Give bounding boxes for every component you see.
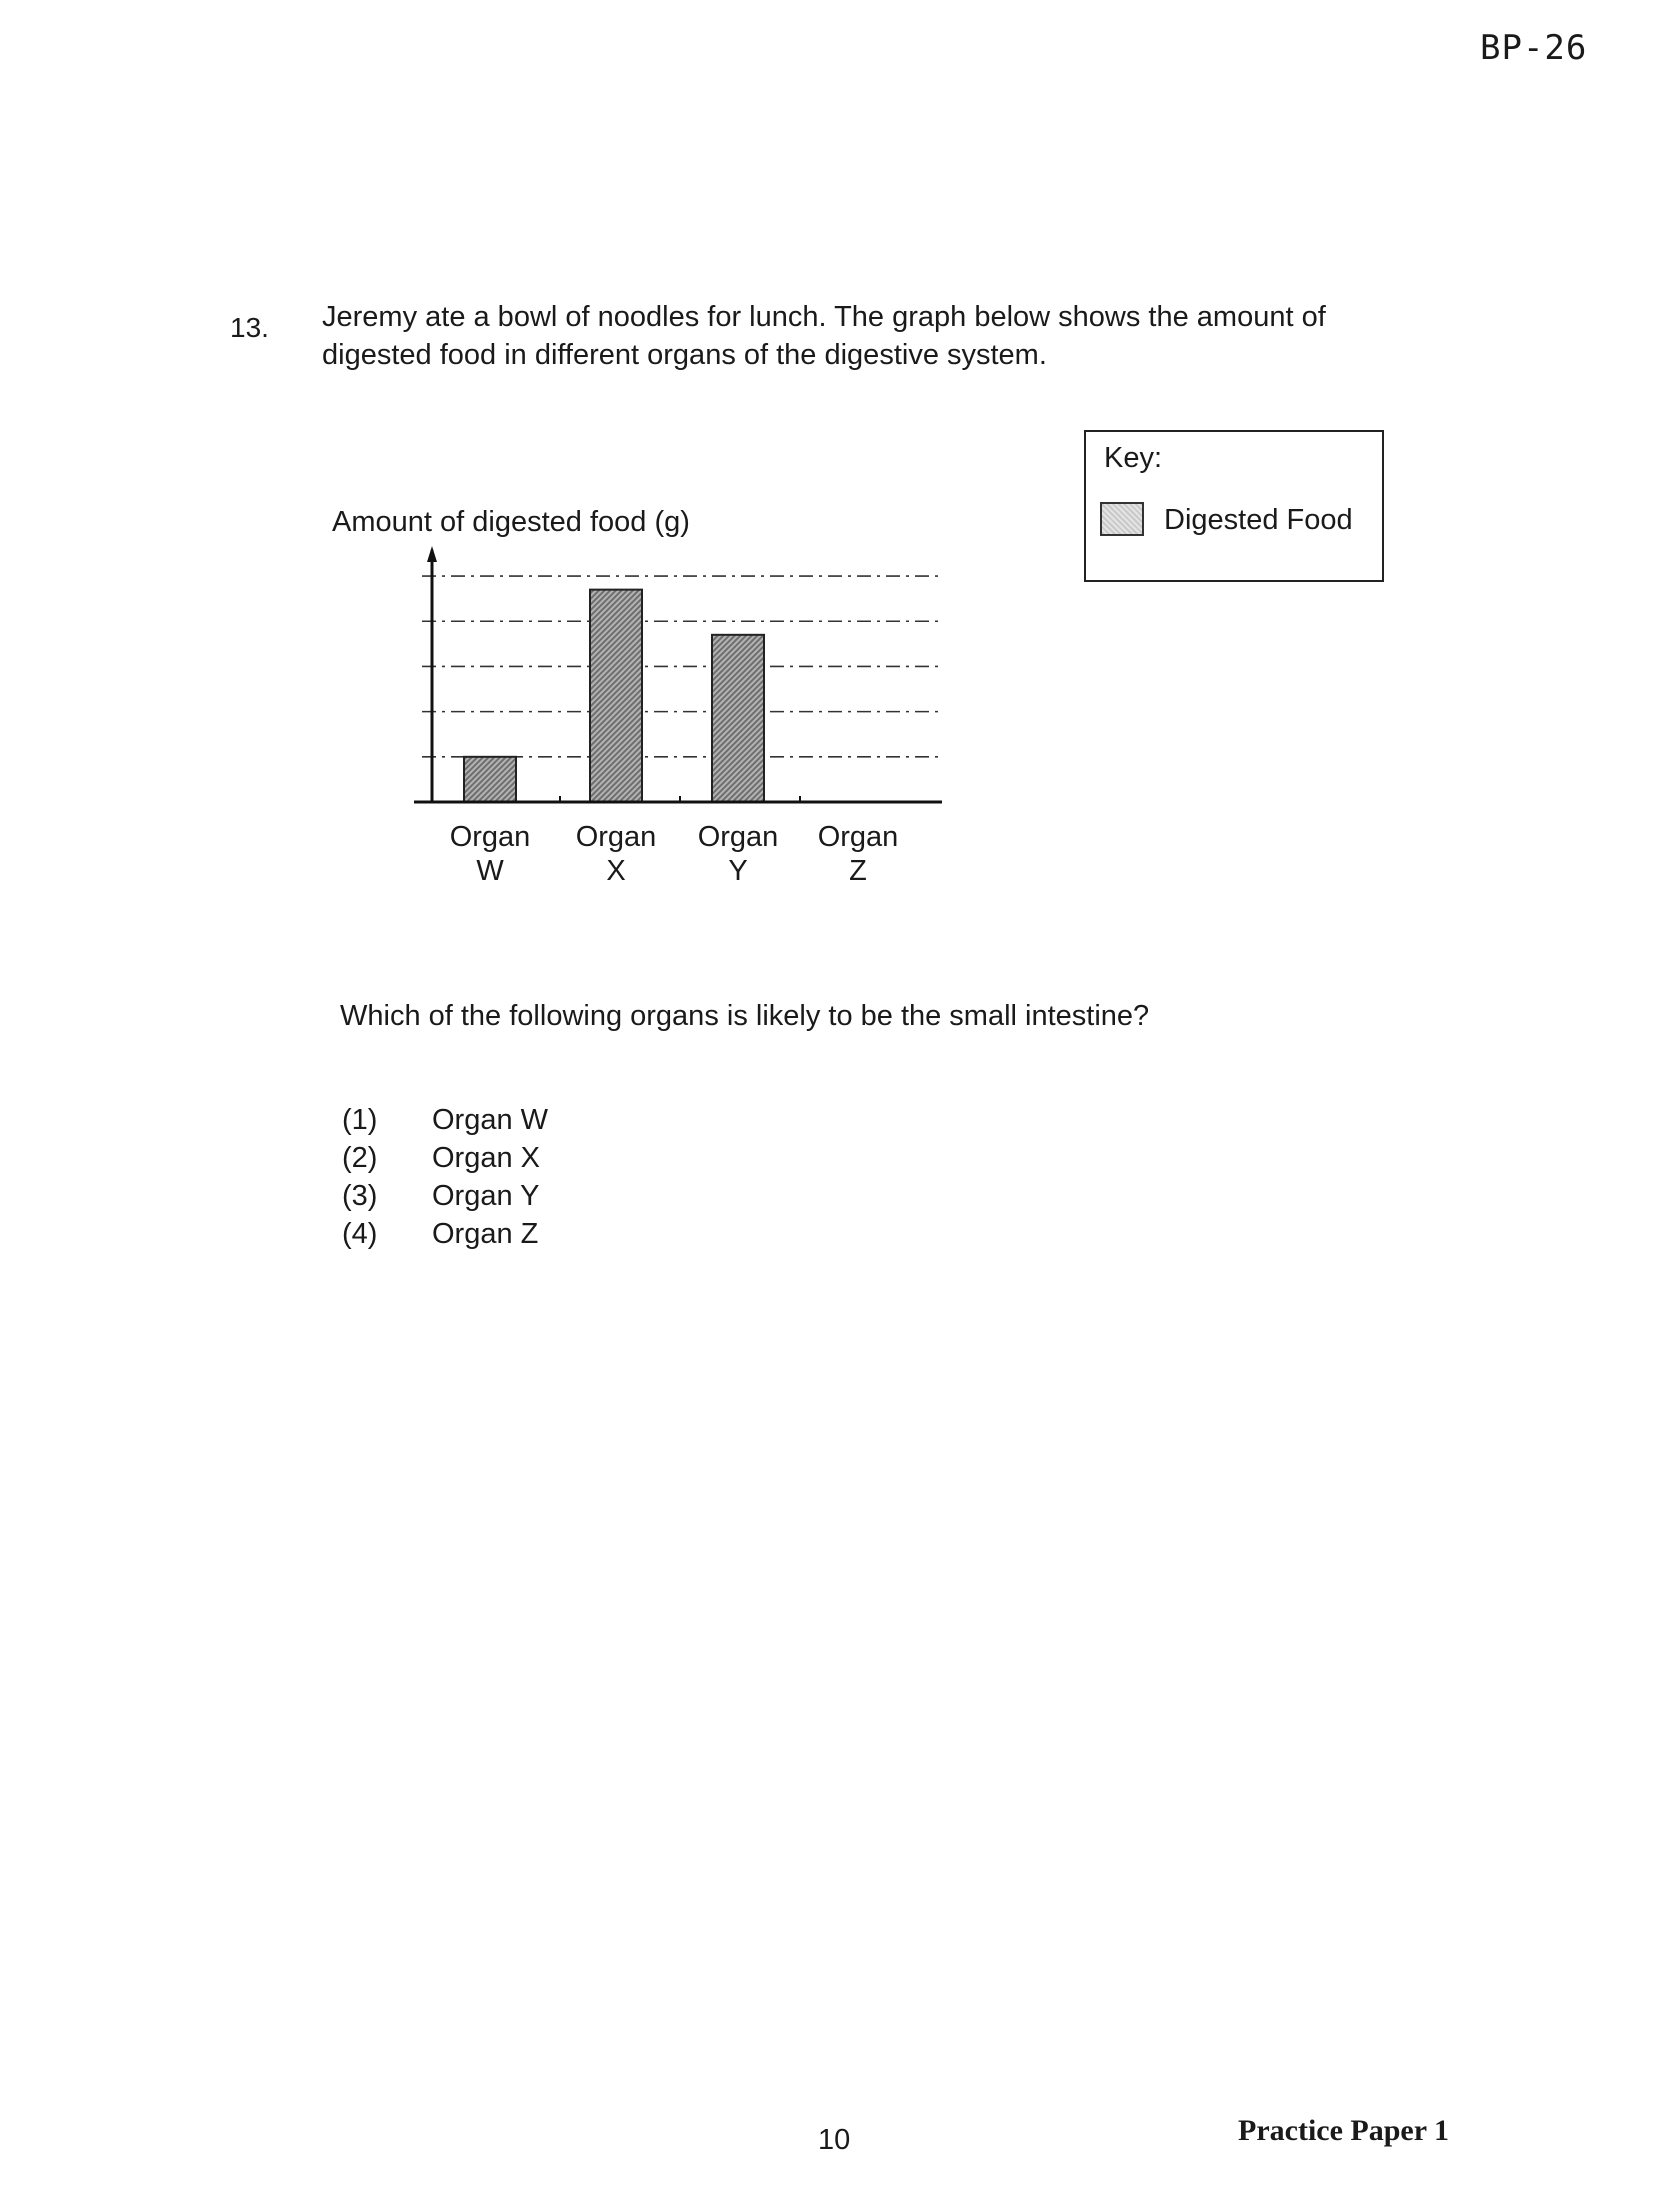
- option-number-3: (3): [342, 1180, 378, 1212]
- question-stem-line-2: digested food in different organs of the digestive system.: [322, 339, 1047, 371]
- option-number-1: (1): [342, 1104, 378, 1136]
- option-text-4: Organ Z: [432, 1218, 539, 1250]
- paper-code: BP-26: [1480, 28, 1588, 68]
- bar-x: [590, 590, 642, 802]
- x-category-label-z: [798, 820, 918, 888]
- chart-gridlines: [422, 576, 942, 757]
- x-category-label-line-2: X: [606, 855, 626, 887]
- y-axis-arrow: [427, 546, 437, 562]
- option-number-4: (4): [342, 1218, 378, 1250]
- x-category-label-line-2: W: [476, 855, 504, 887]
- bar-w: [464, 757, 516, 802]
- x-category-label-line-1: Organ: [575, 821, 657, 853]
- x-category-label-w: [430, 820, 550, 888]
- x-category-label-line-1: Organ: [449, 821, 531, 853]
- x-category-label-line-1: Organ: [817, 821, 899, 853]
- option-text-3: Organ Y: [432, 1180, 540, 1212]
- question-stem-line-1: Jeremy ate a bowl of noodles for lunch. The graph below shows the amount of: [322, 301, 1326, 333]
- option-number-2: (2): [342, 1142, 378, 1174]
- x-category-label-x: [556, 820, 676, 888]
- x-category-label-line-1: Organ: [697, 821, 779, 853]
- question-prompt: Which of the following organs is likely to be the small intestine?: [340, 1000, 1150, 1032]
- x-category-label-line-2: Z: [849, 855, 867, 887]
- question-number: 13.: [230, 312, 269, 343]
- option-text-2: Organ X: [432, 1142, 540, 1174]
- chart-y-axis-label: Amount of digested food (g): [332, 506, 690, 538]
- option-text-1: Organ W: [432, 1104, 549, 1136]
- x-category-label-y: [678, 820, 798, 888]
- footer-paper-name: Practice Paper 1: [1238, 2114, 1450, 2147]
- x-category-label-line-2: Y: [728, 855, 748, 887]
- legend-label: Digested Food: [1164, 504, 1353, 536]
- bar-y: [712, 635, 764, 802]
- page-number: 10: [818, 2124, 851, 2156]
- legend-title: Key:: [1104, 442, 1163, 474]
